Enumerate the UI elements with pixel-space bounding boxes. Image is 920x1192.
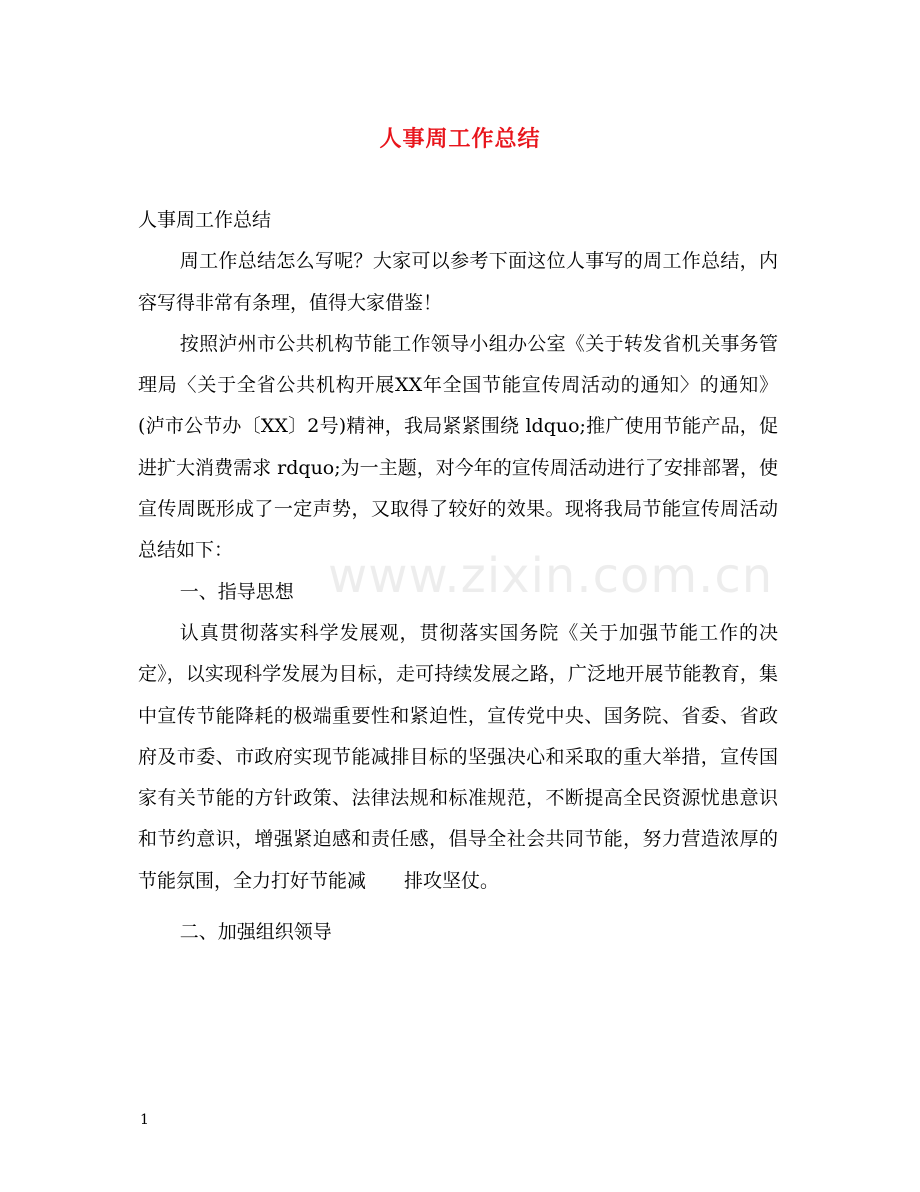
watermark: www.zixin.com.cn xyxy=(328,548,774,604)
page-number: 1 xyxy=(140,1112,149,1128)
document-body xyxy=(138,200,778,953)
heading-organization: 二、加强组织领导 xyxy=(179,921,332,944)
document-subtitle: 人事周工作总结 xyxy=(138,209,272,231)
paragraph-intro: 周工作总结怎么写呢？大家可以参考下面这位人事写的周工作总结，内容写得非常有条理，值得大家借鉴！ xyxy=(138,250,778,314)
paragraph-guiding-thought: 认真贯彻落实科学发展观，贯彻落实国务院《关于加强节能工作的决定》，以实现科学发展为目标，走可持续发展之路，广泛地开展节能教育，集中宣传节能降耗的极端重要性和紧迫性，宣传党中央、国务院、省委、省政府及市委、市政府实现节能减排目标的坚强决心和采取的重大举措，宣传国家有关节能的方针政策、法律法规和标准规范，不断提高全民资源忧患意识和节约意识，增强紧迫感和责任感，倡导全社会共同节能，努力营造浓厚的节能氛围，全力打好节能减 排攻坚仗。 xyxy=(138,621,778,892)
document-title: 人事周工作总结 xyxy=(379,126,541,152)
heading-guiding-thought: 一、指导思想 xyxy=(179,580,294,603)
paragraph-background: 按照泸州市公共机构节能工作领导小组办公室《关于转发省机关事务管理局〈关于全省公共机构开展XX年全国节能宣传周活动的通知〉的通知》(泸市公节办〔XX〕2号)精神，我局紧紧围绕 ldquo;推广使用节能产品，促进扩大消费需求 rdquo;为一主题，对今年的宣传周活动进行了安排部署，使宣传周既形成了一定声势，又取得了较好的效果。现将我局节能宣传周活动总结如下： xyxy=(138,332,778,562)
